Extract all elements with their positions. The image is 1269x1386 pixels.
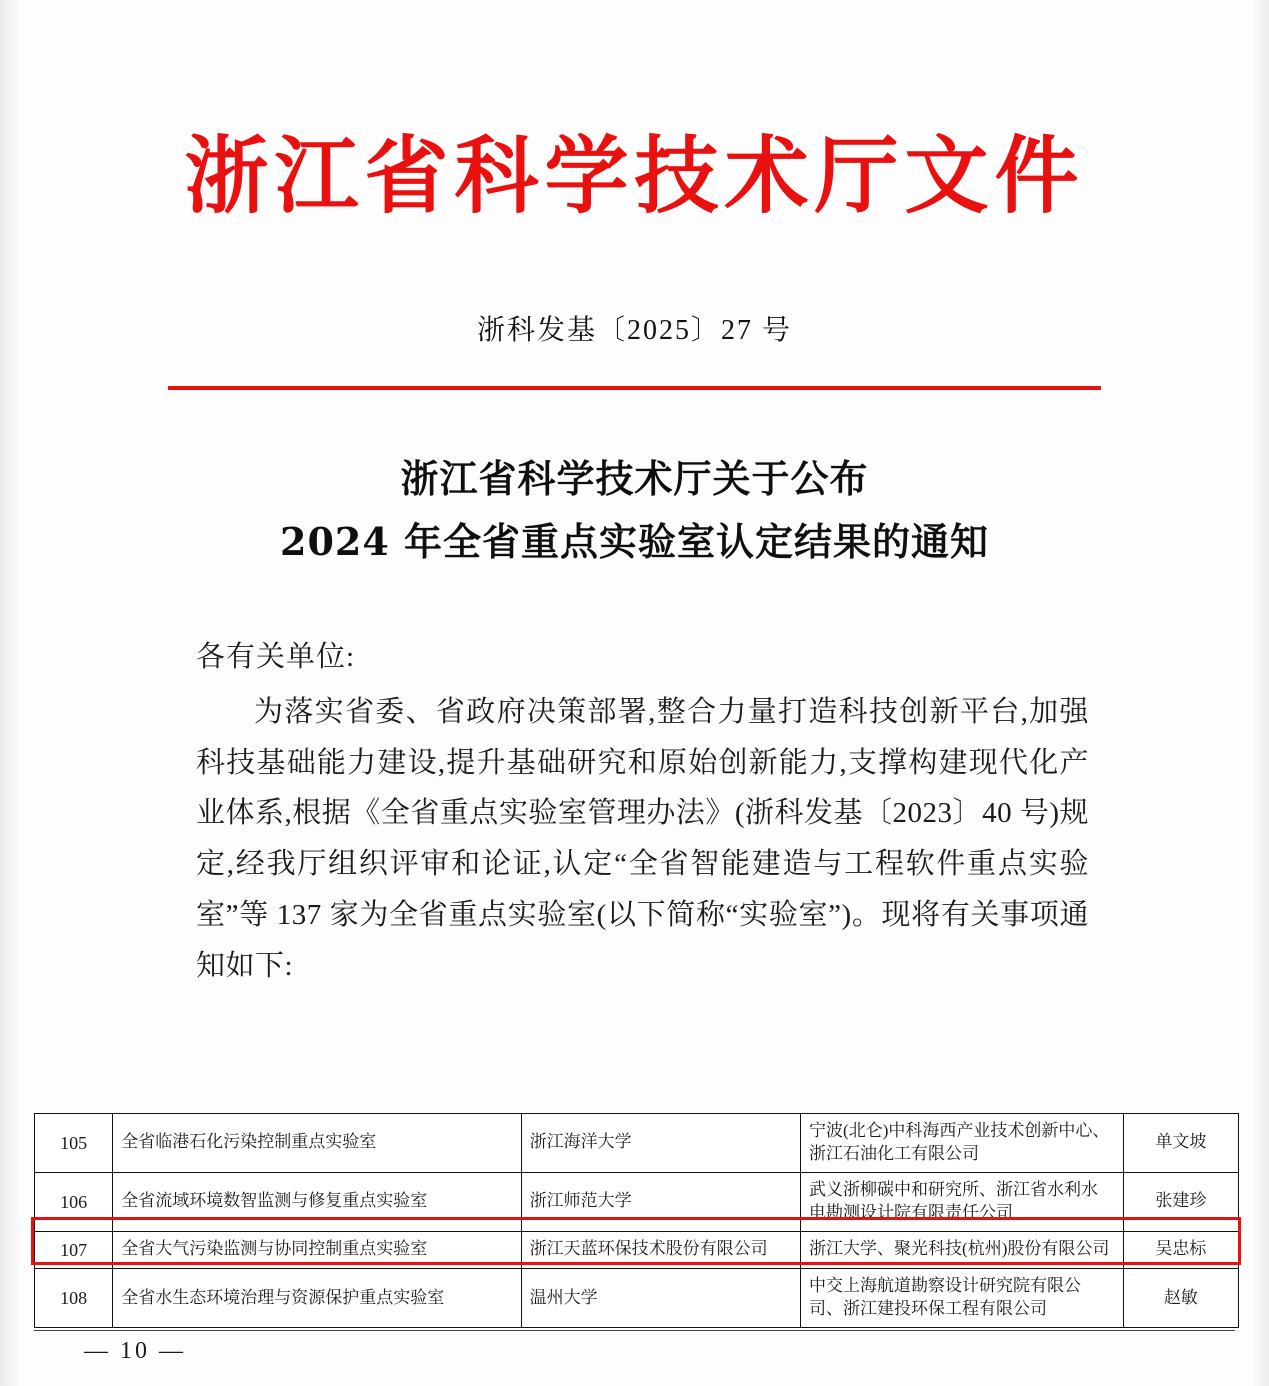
table-row: [35, 1114, 1239, 1173]
cell-leader: 单文坡: [1123, 1114, 1238, 1173]
cell-leader: 张建珍: [1123, 1172, 1238, 1231]
addressee-line: 各有关单位:: [196, 640, 356, 673]
page-title-line2: 2024 年全省重点实验室认定结果的通知: [280, 519, 989, 565]
results-table-container: [34, 1113, 1239, 1328]
cell-lab-name: 全省流域环境数智监测与修复重点实验室: [113, 1172, 521, 1231]
red-divider-rule: [168, 386, 1101, 390]
cell-partner: 武义浙柳碳中和研究所、浙江省水利水电勘测设计院有限责任公司: [801, 1172, 1124, 1231]
cell-leader: 赵敏: [1123, 1269, 1238, 1328]
table-row: [35, 1172, 1239, 1231]
table-row: [35, 1269, 1239, 1328]
cell-lab-name: 全省大气污染监测与协同控制重点实验室: [113, 1231, 521, 1268]
page-title-line1: 浙江省科学技术厅关于公布: [400, 456, 869, 502]
cell-no: 106: [35, 1172, 113, 1231]
cell-partner: 中交上海航道勘察设计研究院有限公司、浙江建投环保工程有限公司: [801, 1269, 1124, 1328]
cell-host: 浙江天蓝环保技术股份有限公司: [521, 1231, 800, 1268]
cell-no: 105: [35, 1114, 113, 1173]
page-title: [150, 448, 1119, 573]
document-masthead: 浙江省科学技术厅文件: [184, 126, 1085, 225]
cell-no: 108: [35, 1269, 113, 1328]
cell-leader: 吴忠标: [1123, 1231, 1238, 1268]
body-paragraph-1: 为落实省委、省政府决策部署,整合力量打造科技创新平台,加强科技基础能力建设,提升基础研究和原始创新能力,支撑构建现代化产业体系,根据《全省重点实验室管理办法》(浙科发基〔2023〕40 号)规定,经我厅组织评审和论证,认定“全省智能建造与工程软件重点实验室”等 137 家为全省重点实验室(以下简称“实验室”)。现将有关事项通知如下:: [196, 695, 1089, 982]
cell-no: 107: [35, 1231, 113, 1268]
cell-host: 浙江海洋大学: [521, 1114, 800, 1173]
cell-host: 温州大学: [521, 1269, 800, 1328]
results-table-body: [35, 1114, 1239, 1328]
cell-partner: 宁波(北仑)中科海西产业技术创新中心、浙江石油化工有限公司: [801, 1114, 1124, 1173]
footer-divider: [34, 1330, 1235, 1331]
document-number: 浙科发基〔2025〕27 号: [476, 315, 792, 347]
cell-partner: 浙江大学、聚光科技(杭州)股份有限公司: [801, 1231, 1124, 1268]
table-row-highlighted: [35, 1231, 1239, 1268]
document-body: [0, 126, 1269, 991]
page-number: — 10 —: [84, 1338, 186, 1364]
cell-lab-name: 全省临港石化污染控制重点实验室: [113, 1114, 521, 1173]
cell-lab-name: 全省水生态环境治理与资源保护重点实验室: [113, 1269, 521, 1328]
results-table: [34, 1113, 1239, 1328]
cell-host: 浙江师范大学: [521, 1172, 800, 1231]
